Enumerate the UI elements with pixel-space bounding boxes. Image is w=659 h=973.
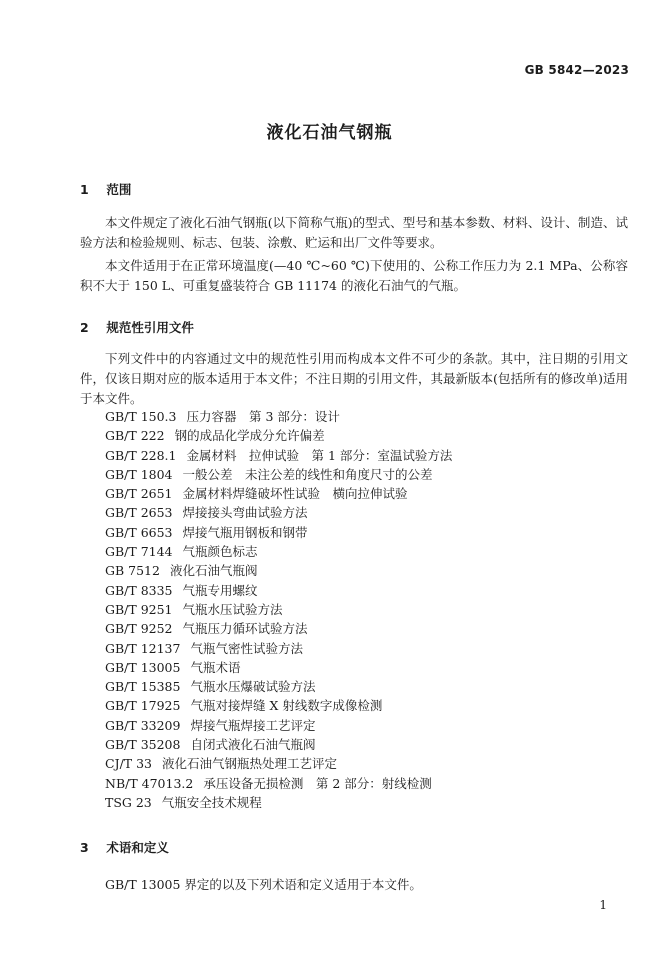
reference-item <box>105 523 452 542</box>
reference-code: GB/T 6653 <box>105 524 173 540</box>
section-number: 1 <box>80 182 89 197</box>
reference-code: TSG 23 <box>105 794 152 810</box>
reference-item <box>105 446 452 465</box>
reference-title: 金属材料 拉伸试验 第 1 部分：室温试验方法 <box>186 447 453 463</box>
reference-title: 气瓶颜色标志 <box>182 544 258 560</box>
reference-title: 自闭式液化石油气瓶阀 <box>190 737 316 753</box>
reference-code: GB/T 150.3 <box>105 409 177 424</box>
reference-code: GB/T 13005 <box>105 659 181 675</box>
reference-title: 焊接气瓶焊接工艺评定 <box>190 717 316 733</box>
reference-title: 气瓶术语 <box>190 659 241 675</box>
reference-item <box>105 658 452 677</box>
scope-paragraph-2: 本文件适用于在正常环境温度(—40 ℃~60 ℃)下使用的、公称工作压力为 2.1 MPa、公称容积不大于 150 L、可重复盛装符合 GB 11174 的液化石油气的气瓶。 <box>80 258 628 293</box>
reference-item <box>105 696 452 715</box>
reference-item <box>105 542 452 561</box>
reference-item <box>105 639 452 658</box>
reference-item <box>105 426 452 445</box>
reference-code: GB/T 222 <box>105 428 165 444</box>
reference-code: NB/T 47013.2 <box>105 775 194 791</box>
reference-title: 气瓶气密性试验方法 <box>190 640 303 656</box>
reference-title: 液化石油气钢瓶热处理工艺评定 <box>162 756 338 772</box>
reference-title: 焊接气瓶用钢板和钢带 <box>182 524 308 540</box>
reference-code: GB 7512 <box>105 563 160 579</box>
reference-title: 气瓶水压爆破试验方法 <box>190 679 316 695</box>
reference-code: GB/T 15385 <box>105 679 181 695</box>
reference-item <box>105 484 452 503</box>
standard-number: GB 5842—2023 <box>524 63 629 77</box>
reference-item <box>105 716 452 735</box>
reference-title: 金属材料焊缝破坏性试验 横向拉伸试验 <box>182 486 408 502</box>
reference-item <box>105 600 452 619</box>
reference-item <box>105 619 452 638</box>
reference-code: GB/T 2653 <box>105 505 173 521</box>
reference-code: CJ/T 33 <box>105 756 153 772</box>
reference-title: 承压设备无损检测 第 2 部分：射线检测 <box>203 775 432 791</box>
reference-title: 气瓶水压试验方法 <box>182 601 283 617</box>
reference-code: GB/T 9252 <box>105 621 173 637</box>
reference-item <box>105 735 452 754</box>
section-2-heading <box>80 318 194 336</box>
reference-item <box>105 677 452 696</box>
section-title: 范围 <box>106 182 132 197</box>
reference-code: GB/T 228.1 <box>105 447 177 463</box>
reference-title: 气瓶安全技术规程 <box>161 794 262 810</box>
reference-item <box>105 561 452 580</box>
reference-code: GB/T 33209 <box>105 717 181 733</box>
reference-code: GB/T 9251 <box>105 601 173 617</box>
reference-code: GB/T 8335 <box>105 582 173 598</box>
reference-code: GB/T 7144 <box>105 544 173 560</box>
reference-code: GB/T 35208 <box>105 737 181 753</box>
reference-title: 气瓶对接焊缝 X 射线数字成像检测 <box>190 698 383 714</box>
reference-title: 一般公差 未注公差的线性和角度尺寸的公差 <box>182 466 433 482</box>
scope-paragraph-1: 本文件规定了液化石油气钢瓶(以下简称气瓶)的型式、型号和基本参数、材料、设计、制造、试验方法和检验规则、标志、包装、涂敷、贮运和出厂文件等要求。 <box>80 215 628 250</box>
normative-references-list <box>105 407 452 812</box>
reference-item <box>105 774 452 793</box>
references-intro-paragraph: 下列文件中的内容通过文中的规范性引用而构成本文件不可少的条款。其中，注日期的引用文件，仅该日期对应的版本适用于本文件；不注日期的引用文件，其最新版本(包括所有的修改单)适用于本文件。 <box>80 351 628 406</box>
section-title: 规范性引用文件 <box>106 320 194 335</box>
section-1-heading <box>80 180 131 198</box>
reference-code: GB/T 1804 <box>105 466 173 482</box>
reference-title: 液化石油气瓶阀 <box>169 563 258 579</box>
reference-code: GB/T 2651 <box>105 486 173 502</box>
reference-item <box>105 407 452 426</box>
reference-item <box>105 793 452 812</box>
terms-paragraph: GB/T 13005 界定的以及下列术语和定义适用于本文件。 <box>105 877 422 892</box>
section-3-heading <box>80 838 169 856</box>
reference-code: GB/T 12137 <box>105 640 181 656</box>
section-number: 2 <box>80 320 89 335</box>
reference-title: 气瓶压力循环试验方法 <box>182 621 308 637</box>
reference-code: GB/T 17925 <box>105 698 181 714</box>
reference-title: 焊接接头弯曲试验方法 <box>182 505 308 521</box>
reference-item <box>105 503 452 522</box>
section-number: 3 <box>80 840 89 855</box>
reference-item <box>105 754 452 773</box>
reference-title: 钢的成品化学成分允许偏差 <box>174 428 325 444</box>
reference-title: 气瓶专用螺纹 <box>182 582 258 598</box>
page-number: 1 <box>599 898 607 912</box>
reference-title: 压力容器 第 3 部分：设计 <box>186 409 340 424</box>
document-title: 液化石油气钢瓶 <box>266 123 393 143</box>
reference-item <box>105 465 452 484</box>
section-title: 术语和定义 <box>106 840 169 855</box>
reference-item <box>105 581 452 600</box>
